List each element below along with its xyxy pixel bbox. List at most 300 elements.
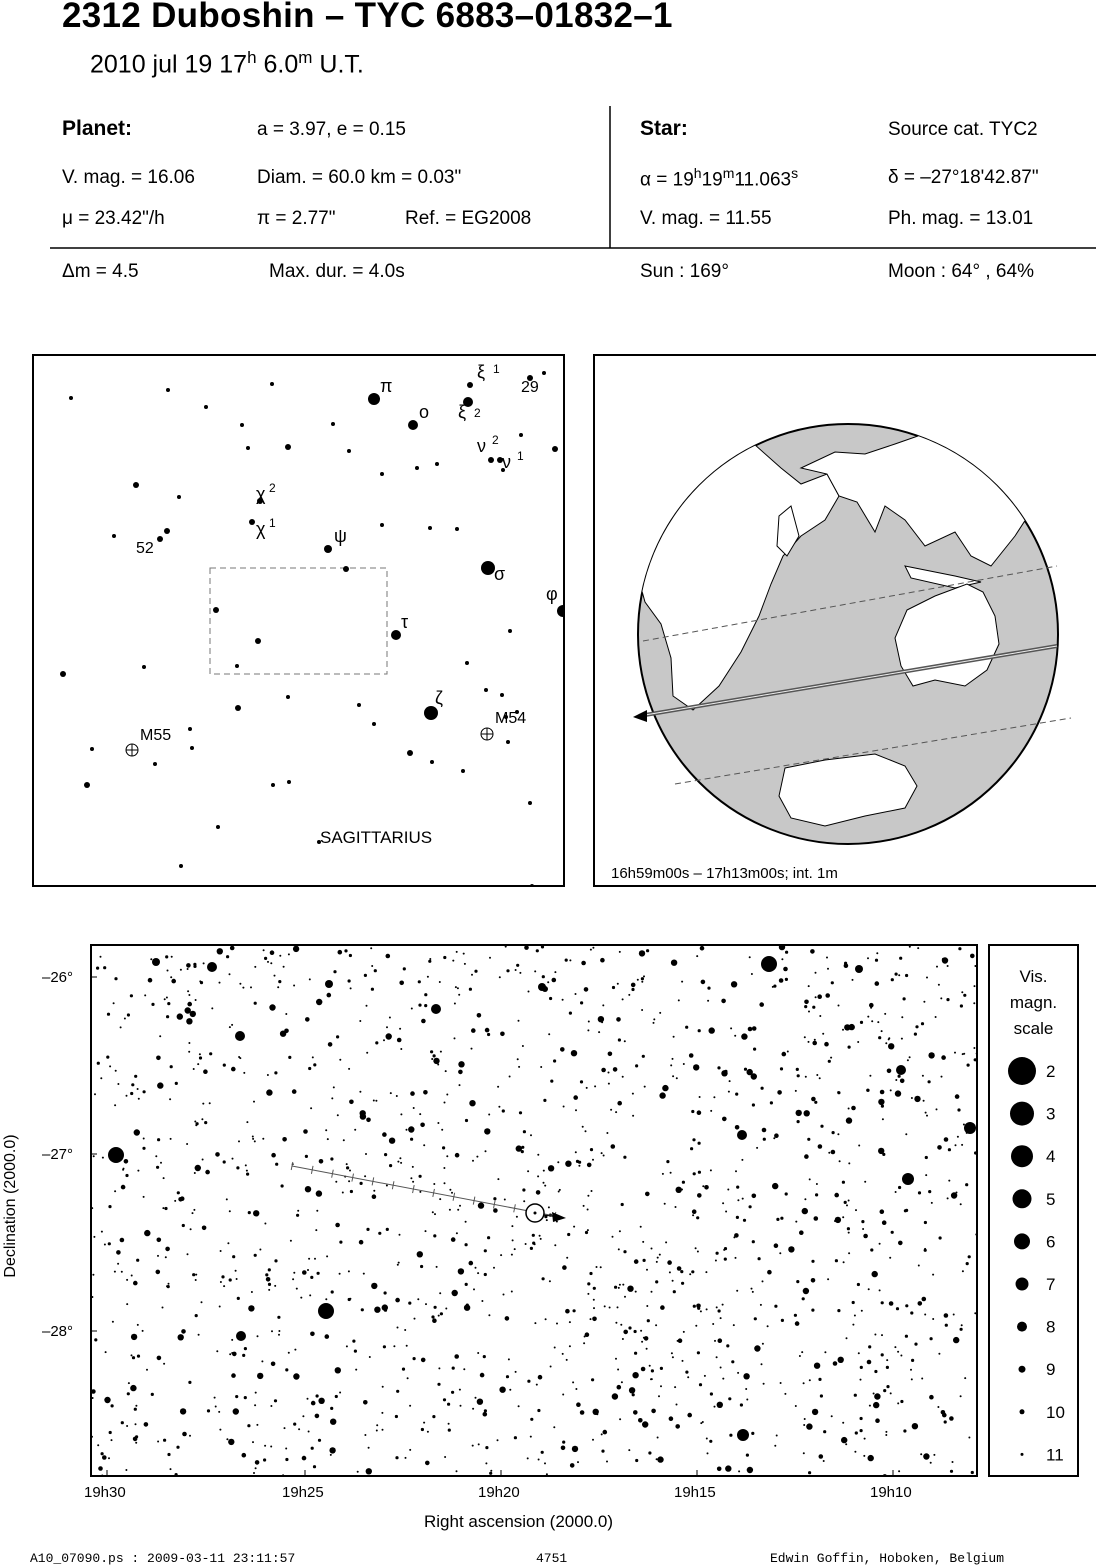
field-star [868, 1288, 870, 1290]
field-star [718, 1338, 723, 1343]
field-star [831, 1150, 836, 1155]
field-star [803, 1452, 805, 1454]
field-star [156, 1056, 161, 1061]
map-star [190, 746, 194, 750]
field-star [830, 1057, 832, 1059]
field-star [683, 1331, 685, 1333]
field-star [226, 1438, 228, 1440]
field-star [874, 1334, 876, 1336]
field-star [538, 1459, 540, 1461]
bright-star [431, 1004, 441, 1014]
field-star [170, 1468, 172, 1470]
field-star [432, 1211, 434, 1213]
bright-star [737, 1429, 749, 1441]
field-star [201, 1301, 203, 1303]
field-star [359, 1240, 364, 1245]
field-star [114, 1104, 116, 1106]
field-star [867, 1016, 869, 1018]
field-star [452, 1367, 455, 1370]
field-star [735, 1170, 737, 1172]
field-star [477, 1399, 483, 1405]
field-star [618, 1287, 620, 1289]
field-star [465, 1221, 467, 1223]
field-star [160, 1476, 162, 1477]
field-star [472, 1445, 474, 1447]
legend-dot-11 [1021, 1453, 1024, 1456]
footer-file: A10_07090.ps : 2009-03-11 23:11:57 [30, 1551, 296, 1566]
field-star [565, 1161, 571, 1167]
map-star [542, 371, 546, 375]
field-star [371, 988, 374, 991]
field-star [580, 1001, 583, 1004]
constellation-name: SAGITTARIUS [320, 828, 433, 847]
field-star [762, 1343, 764, 1345]
field-star [372, 1194, 377, 1199]
field-star [433, 1183, 435, 1185]
field-star [144, 1230, 150, 1236]
field-star [624, 1296, 626, 1298]
field-star [163, 1177, 165, 1179]
field-star [736, 1290, 738, 1292]
field-star [506, 1375, 509, 1378]
field-star [774, 1133, 779, 1138]
field-star [454, 1003, 456, 1005]
field-star [623, 1156, 626, 1159]
field-star [220, 1281, 222, 1283]
field-star [339, 1273, 341, 1275]
field-star [637, 979, 639, 981]
field-star [556, 1323, 558, 1325]
field-star [458, 1061, 464, 1067]
field-star [543, 1182, 545, 1184]
globe-svg [595, 356, 1096, 887]
field-star [505, 946, 507, 948]
table-rules [0, 0, 1096, 320]
field-star [785, 978, 788, 981]
field-star [443, 1398, 446, 1401]
field-star [414, 1318, 416, 1320]
field-star [864, 1181, 866, 1183]
field-star [860, 1379, 862, 1381]
field-star [645, 1192, 650, 1197]
field-star [848, 1232, 850, 1234]
field-star [898, 1075, 901, 1078]
bright-star [542, 986, 548, 992]
field-star [897, 1402, 899, 1404]
field-star [97, 1444, 99, 1446]
field-star [946, 998, 949, 1001]
field-star [846, 1204, 848, 1206]
star-field [92, 946, 978, 1477]
field-star [615, 1111, 617, 1113]
field-star [296, 1214, 299, 1217]
field-star [550, 1366, 552, 1368]
field-star [889, 1257, 891, 1259]
field-star [869, 1003, 874, 1008]
field-star [812, 1409, 818, 1415]
field-star [598, 1031, 600, 1033]
field-star [499, 1387, 505, 1393]
field-star [866, 1089, 869, 1092]
field-star [653, 1018, 655, 1020]
field-star [209, 1102, 211, 1104]
field-star [950, 1470, 953, 1473]
star-dec: δ = –27°18'42.87" [888, 167, 1039, 188]
field-star [635, 1064, 638, 1067]
field-star [657, 1257, 659, 1259]
field-star [542, 975, 545, 978]
field-star [875, 981, 880, 986]
field-star [144, 1422, 149, 1427]
map-star [157, 536, 163, 542]
field-star [232, 1255, 235, 1258]
field-star [506, 969, 509, 972]
field-star [806, 1423, 812, 1429]
field-star [376, 1424, 378, 1426]
map-star [255, 638, 261, 644]
field-star [98, 1466, 103, 1471]
field-star [570, 1463, 575, 1468]
star-label-zeta: ζ [435, 688, 443, 708]
field-star [833, 1361, 838, 1366]
field-star [744, 1068, 747, 1071]
field-star [135, 1442, 137, 1444]
field-star [797, 1074, 800, 1077]
legend-dot-4 [1011, 1145, 1033, 1167]
field-star [922, 1075, 924, 1077]
field-star [619, 1418, 621, 1420]
field-star [762, 1128, 767, 1133]
field-star [151, 1393, 154, 1396]
field-star [713, 1096, 715, 1098]
field-star [481, 1300, 483, 1302]
field-star [831, 981, 834, 984]
field-star [565, 959, 568, 962]
field-star [399, 1157, 401, 1159]
star-ra-seconds: 11.063 [734, 169, 792, 191]
field-star [522, 1188, 525, 1191]
field-star [477, 1352, 479, 1354]
field-star [752, 1026, 757, 1031]
field-star [268, 1289, 270, 1291]
field-star [809, 1178, 811, 1180]
field-star [953, 1337, 959, 1343]
field-star [297, 1210, 299, 1212]
field-star [601, 1152, 603, 1154]
field-star [562, 1265, 567, 1270]
field-star [406, 1129, 408, 1131]
legend-mag-11: 11 [1046, 1445, 1064, 1465]
field-star [611, 1144, 616, 1149]
field-star [569, 959, 571, 961]
field-star [308, 1431, 310, 1433]
field-star [94, 1338, 97, 1341]
field-star [923, 1453, 929, 1459]
field-star [253, 1210, 259, 1216]
map-star [530, 884, 534, 887]
field-star [819, 1454, 824, 1459]
field-star [463, 953, 465, 955]
field-star [425, 1230, 427, 1232]
field-star [575, 993, 577, 995]
field-star [217, 948, 223, 954]
field-star [522, 1045, 524, 1047]
field-star [121, 1185, 126, 1190]
field-star [696, 1304, 701, 1309]
field-star [804, 1000, 809, 1005]
field-star [195, 1279, 197, 1281]
field-star [103, 966, 106, 969]
field-star [541, 946, 544, 949]
field-star [923, 1100, 925, 1102]
field-star [364, 1175, 366, 1177]
field-star [456, 951, 458, 953]
planet-vmag: V. mag. = 16.06 [62, 167, 195, 188]
field-star [707, 1452, 709, 1454]
hour-unit: h [247, 48, 257, 67]
field-star [386, 1033, 392, 1039]
field-star [580, 1410, 585, 1415]
field-star [92, 1397, 94, 1399]
field-star [288, 1056, 291, 1059]
field-star [722, 1378, 724, 1380]
field-star [762, 1280, 764, 1282]
legend-mag-6: 6 [1046, 1232, 1056, 1252]
map-star [235, 705, 241, 711]
field-star [264, 1223, 266, 1225]
field-star [485, 1028, 490, 1033]
field-star [534, 1243, 536, 1245]
field-star [783, 967, 788, 972]
field-star [330, 1454, 332, 1456]
field-star [511, 1225, 513, 1227]
field-star [695, 1247, 697, 1249]
field-star [170, 976, 172, 978]
field-star [444, 1102, 446, 1104]
field-star [961, 1324, 963, 1326]
field-star [741, 1159, 743, 1161]
field-star [318, 1439, 321, 1442]
field-star [623, 1250, 626, 1253]
field-star [411, 1008, 413, 1010]
field-star [935, 1016, 937, 1018]
field-star [125, 1469, 127, 1471]
field-star [157, 1255, 159, 1257]
bright-star [207, 962, 217, 972]
field-star [101, 1475, 103, 1477]
field-star [463, 1368, 465, 1370]
field-star [714, 1340, 716, 1342]
field-star [248, 1305, 254, 1311]
field-star [796, 1110, 802, 1116]
field-star [823, 1460, 825, 1462]
field-star [436, 1266, 438, 1268]
field-star [899, 957, 902, 960]
field-star [254, 1254, 257, 1257]
field-star [420, 1265, 423, 1268]
field-star [464, 963, 466, 965]
field-star [896, 1307, 899, 1310]
field-star [254, 966, 256, 968]
star-label-omicron: ο [419, 402, 430, 422]
field-star [417, 1298, 419, 1300]
field-star [842, 1029, 844, 1031]
field-star [309, 978, 311, 980]
planet-heading: Planet: [62, 117, 133, 140]
field-star [869, 1075, 871, 1077]
field-star [948, 1180, 950, 1182]
field-star [113, 1002, 115, 1004]
field-star [817, 994, 822, 999]
field-star [310, 1107, 312, 1109]
map-star [90, 747, 94, 751]
field-star [898, 974, 900, 976]
field-star [924, 1249, 927, 1252]
field-star [229, 973, 231, 975]
field-star [900, 1400, 903, 1403]
field-star [885, 1431, 887, 1433]
cluster-label-m55: M55 [140, 727, 172, 744]
field-star [819, 1077, 821, 1079]
field-star [413, 1357, 416, 1360]
field-star [772, 986, 774, 988]
field-star [746, 1454, 749, 1457]
field-star [587, 1229, 589, 1231]
field-star [726, 1344, 729, 1347]
field-star [886, 1385, 889, 1388]
field-star [409, 1405, 411, 1407]
field-star [656, 1458, 658, 1460]
field-star [619, 1230, 621, 1232]
field-star [339, 1392, 341, 1394]
field-star [188, 994, 190, 996]
field-star [699, 1096, 701, 1098]
field-star [828, 1152, 830, 1154]
field-star [858, 1352, 860, 1354]
map-star [484, 688, 488, 692]
field-star [159, 1035, 161, 1037]
field-star [704, 1185, 709, 1190]
field-star [285, 1458, 288, 1461]
field-star [281, 1184, 284, 1187]
field-star [643, 975, 645, 977]
field-star [177, 1191, 180, 1194]
field-star [382, 1132, 387, 1137]
field-star [974, 985, 976, 987]
field-star [349, 1100, 354, 1105]
field-star [186, 1018, 192, 1024]
field-star [914, 1033, 917, 1036]
field-star [128, 1382, 130, 1384]
field-star [961, 991, 963, 993]
field-star [632, 1093, 634, 1095]
field-star [617, 1101, 622, 1106]
field-star [937, 1145, 942, 1150]
field-star [437, 1122, 439, 1124]
field-star [168, 1283, 170, 1285]
field-star [957, 1108, 960, 1111]
field-star [170, 1065, 173, 1068]
field-star [105, 1351, 107, 1353]
field-star [592, 1439, 594, 1441]
field-star [361, 1308, 364, 1311]
field-star [187, 1002, 192, 1007]
field-star [248, 1211, 251, 1214]
field-star [818, 1144, 823, 1149]
field-star [484, 1409, 487, 1412]
field-star [279, 955, 281, 957]
field-star [945, 1324, 948, 1327]
field-star [725, 1465, 731, 1471]
field-star [675, 1424, 680, 1429]
field-star [881, 1353, 884, 1356]
field-star [264, 1445, 266, 1447]
field-star [300, 1297, 302, 1299]
legend-mag-7: 7 [1046, 1275, 1056, 1294]
field-star [246, 1170, 248, 1172]
field-star [383, 1345, 386, 1348]
field-star [350, 987, 352, 989]
field-star [578, 1161, 581, 1164]
field-star [885, 1434, 887, 1436]
field-star [567, 1233, 570, 1236]
field-star [378, 1232, 381, 1235]
field-star [633, 1410, 638, 1415]
field-star [293, 1373, 299, 1379]
field-star [489, 1472, 492, 1475]
field-star [843, 1261, 845, 1263]
field-star [471, 974, 473, 976]
field-star [867, 1360, 872, 1365]
field-star [735, 1257, 737, 1259]
field-star [925, 1112, 927, 1114]
field-star [956, 1192, 958, 1194]
field-star [868, 1345, 871, 1348]
map-star [216, 825, 220, 829]
field-star [174, 1200, 176, 1202]
field-star [756, 1147, 758, 1149]
field-star [199, 1056, 202, 1059]
field-star [497, 1086, 499, 1088]
field-star [848, 1162, 850, 1164]
field-star [124, 1018, 126, 1020]
field-star [632, 1372, 638, 1378]
field-star [837, 1091, 840, 1094]
field-star [242, 987, 244, 989]
field-star [698, 1029, 701, 1032]
field-star [237, 1297, 240, 1300]
field-star [544, 1462, 546, 1464]
field-star [731, 981, 737, 987]
field-star [761, 1087, 764, 1090]
field-star [805, 1076, 807, 1078]
field-star [799, 1230, 804, 1235]
footer-number: 4751 [536, 1551, 568, 1566]
field-star [440, 1312, 443, 1315]
field-star [359, 1091, 361, 1093]
field-star [682, 1282, 684, 1284]
field-star [695, 1325, 697, 1327]
field-star [619, 951, 621, 953]
field-star [585, 1130, 587, 1132]
field-star [195, 1165, 201, 1171]
field-star [102, 1455, 107, 1460]
field-star [888, 1043, 894, 1049]
field-star [615, 1322, 617, 1324]
field-star [407, 1377, 409, 1379]
field-star [402, 1368, 405, 1371]
field-star [193, 1068, 195, 1070]
